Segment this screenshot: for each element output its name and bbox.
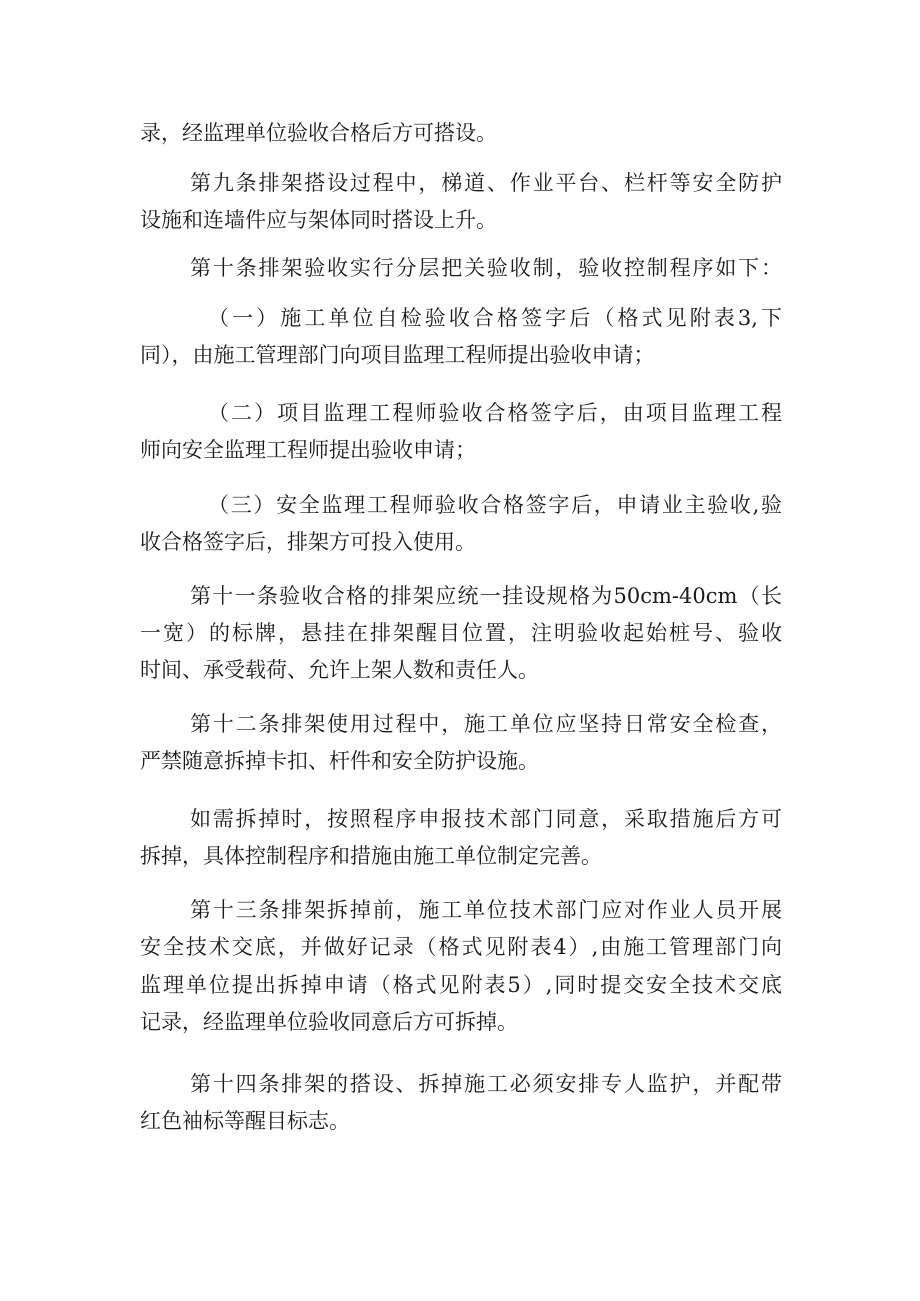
text-line: 记录，经监理单位验收同意后方可拆掉。 (140, 1010, 518, 1034)
text-line: （三）安全监理工程师验收合格签字后，申请业主验收,验 (208, 493, 782, 517)
text-line: 如需拆掉时，按照程序申报技术部门同意，采取措施后方可 (190, 807, 782, 831)
text-line: 安全技术交底，并做好记录（格式见附表4）,由施工管理部门向 (140, 935, 782, 959)
text-line: 师向安全监理工程师提出验收申请； (140, 438, 476, 462)
text-line: 第十一条验收合格的排架应统一挂设规格为50cm-40cm（长 (190, 584, 782, 608)
text-line: （二）项目监理工程师验收合格签字后，由项目监理工程 (208, 401, 782, 425)
text-line: 录，经监理单位验收合格后方可搭设。 (140, 121, 497, 145)
text-line: 第十四条排架的搭设、拆掉施工必须安排专人监护，并配带 (190, 1072, 782, 1096)
text-line: 一宽）的标牌，悬挂在排架醒目位置，注明验收起始桩号、验收 (140, 621, 782, 645)
text-line: 第十三条排架拆掉前，施工单位技术部门应对作业人员开展 (190, 898, 782, 922)
text-line: 收合格签字后，排架方可投入使用。 (140, 530, 476, 554)
text-line: 时间、承受载荷、允许上架人数和责任人。 (140, 658, 539, 682)
text-line: 拆掉，具体控制程序和措施由施工单位制定完善。 (140, 844, 602, 868)
text-line: 同），由施工管理部门向项目监理工程师提出验收申请； (140, 343, 655, 367)
text-line: 红色袖标等醒目标志。 (140, 1109, 350, 1133)
text-line: 设施和连墙件应与架体同时搭设上升。 (140, 208, 497, 232)
text-line: 严禁随意拆掉卡扣、杆件和安全防护设施。 (140, 749, 539, 773)
text-line: 第十二条排架使用过程中，施工单位应坚持日常安全检查， (190, 712, 782, 736)
text-line: 监理单位提出拆掉申请（格式见附表5）,同时提交安全技术交底 (140, 973, 782, 997)
text-line: （一）施工单位自检验收合格签字后（格式见附表3,下 (208, 306, 782, 330)
text-line: 第九条排架搭设过程中，梯道、作业平台、栏杆等安全防护 (190, 171, 782, 195)
text-line: 第十条排架验收实行分层把关验收制，验收控制程序如下： (190, 256, 782, 280)
